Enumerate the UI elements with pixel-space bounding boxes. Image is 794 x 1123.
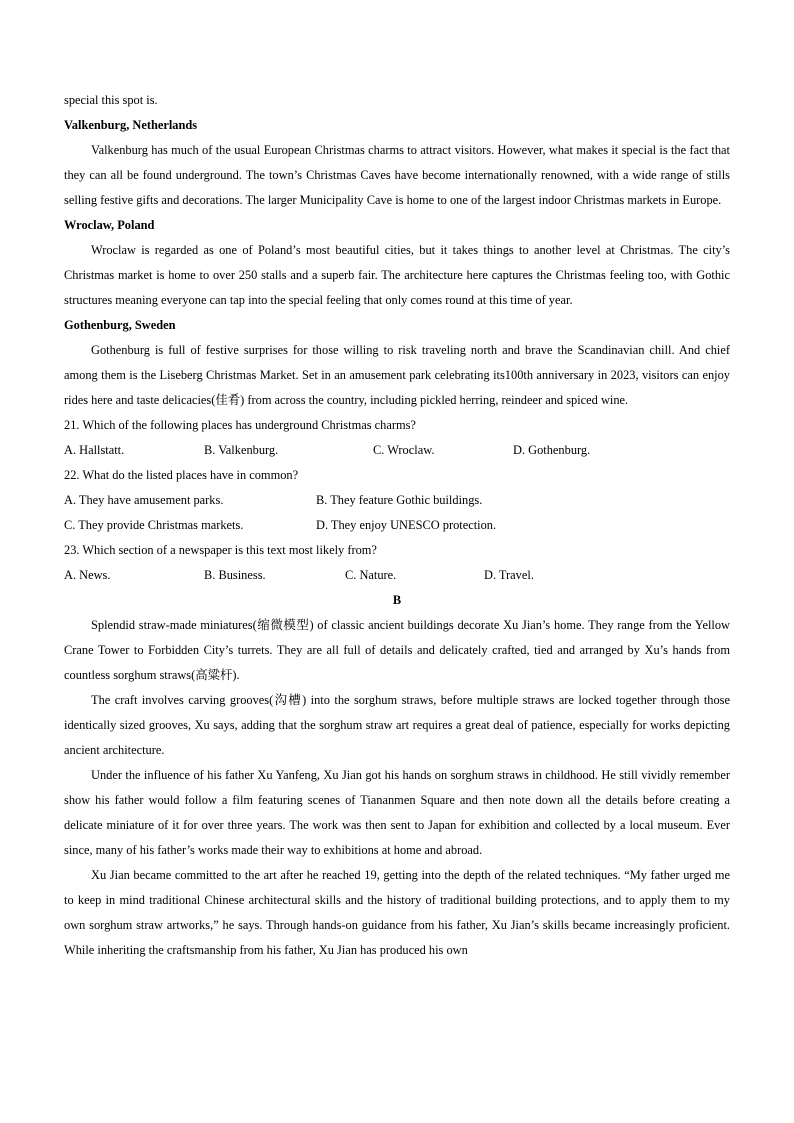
section-text-wroclaw: Wroclaw is regarded as one of Poland’s most beautiful cities, but it takes things to another level at Christmas. The city’s Christmas market is home to over 250 stalls and a superb fair. The architecture here captures the Christmas feeling too, with Gothic structures meaning everyone can tap into the special feeling that only comes round at this time of year. [64,243,730,307]
section-text-gothenburg: Gothenburg is full of festive surprises for those willing to risk traveling north and brave the Scandinavian chill. And chief among them is the Liseberg Christmas Market. Set in an amusement park celebrating its100th anniversary in 2023, visitors can enjoy rides here and taste delicacies(佳肴) from across the country, including pickled herring, reindeer and spiced wine. [64,343,730,407]
question-21-option-b: B. Valkenburg. [204,443,279,457]
question-22-option-c: C. They provide Christmas markets. [64,518,244,532]
part-b-label: B [392,593,402,607]
question-21-option-d: D. Gothenburg. [513,443,591,457]
section-heading-gothenburg: Gothenburg, Sweden [64,318,176,332]
question-23-stem: 23. Which section of a newspaper is this text most likely from? [64,543,377,557]
part-b-paragraph-2: The craft involves carving grooves(沟槽) into the sorghum straws, before multiple straws are locked together through those identically sized grooves, Xu says, adding that the sorghum straw art requires a great deal of patience, especially for works depicting ancient architecture. [64,693,730,757]
question-22-options-row1 [64,488,730,513]
question-22-option-a: A. They have amusement parks. [64,493,224,507]
question-22-option-b: B. They feature Gothic buildings. [316,493,483,507]
question-23-option-c: C. Nature. [345,568,397,582]
part-b-paragraph-3: Under the influence of his father Xu Yanfeng, Xu Jian got his hands on sorghum straws in childhood. He still vividly remember show his father would follow a film featuring scenes of Tiananmen Square and then note down all the details before creating a delicate miniature of it for over three years. The work was then sent to Japan for exhibition and collected by a local museum. Ever since, many of his father’s works made their way to exhibitions at home and abroad. [64,768,730,857]
part-b-paragraph-1: Splendid straw-made miniatures(缩微模型) of classic ancient buildings decorate Xu Jian’s home. They range from the Yellow Crane Tower to Forbidden City’s turrets. They are all full of details and delicately crafted, tied and arranged by Xu’s hands from countless sorghum straws(高粱杆). [64,618,730,682]
question-21-option-a: A. Hallstatt. [64,443,125,457]
section-heading-wroclaw: Wroclaw, Poland [64,218,155,232]
section-heading-valkenburg: Valkenburg, Netherlands [64,118,198,132]
question-22-stem: 22. What do the listed places have in common? [64,468,299,482]
question-23-option-b: B. Business. [204,568,266,582]
question-21-stem: 21. Which of the following places has underground Christmas charms? [64,418,416,432]
question-21-options [64,438,730,463]
question-22-option-d: D. They enjoy UNESCO protection. [316,518,497,532]
intro-tail: special this spot is. [64,93,158,107]
question-23-option-d: D. Travel. [484,568,534,582]
section-text-valkenburg: Valkenburg has much of the usual European Christmas charms to attract visitors. However, what makes it special is the fact that they can all be found underground. The town’s Christmas Caves have become internationally renowned, with a wide range of stills selling festive gifts and decorations. The larger Municipality Cave is home to one of the largest indoor Christmas markets in Europe. [64,143,730,207]
part-b-paragraph-4: Xu Jian became committed to the art after he reached 19, getting into the depth of the related techniques. “My father urged me to keep in mind traditional Chinese architectural skills and the history of traditional building protections, and to apply them to my own sorghum straw artworks,” he says. Through hands-on guidance from his father, Xu Jian’s skills became increasingly proficient. While inheriting the craftsmanship from his father, Xu Jian has produced his own [64,868,730,957]
question-23-option-a: A. News. [64,568,111,582]
question-23-options [64,563,730,588]
document-page [64,88,730,963]
question-22-options-row2 [64,513,730,538]
question-21-option-c: C. Wroclaw. [373,443,435,457]
